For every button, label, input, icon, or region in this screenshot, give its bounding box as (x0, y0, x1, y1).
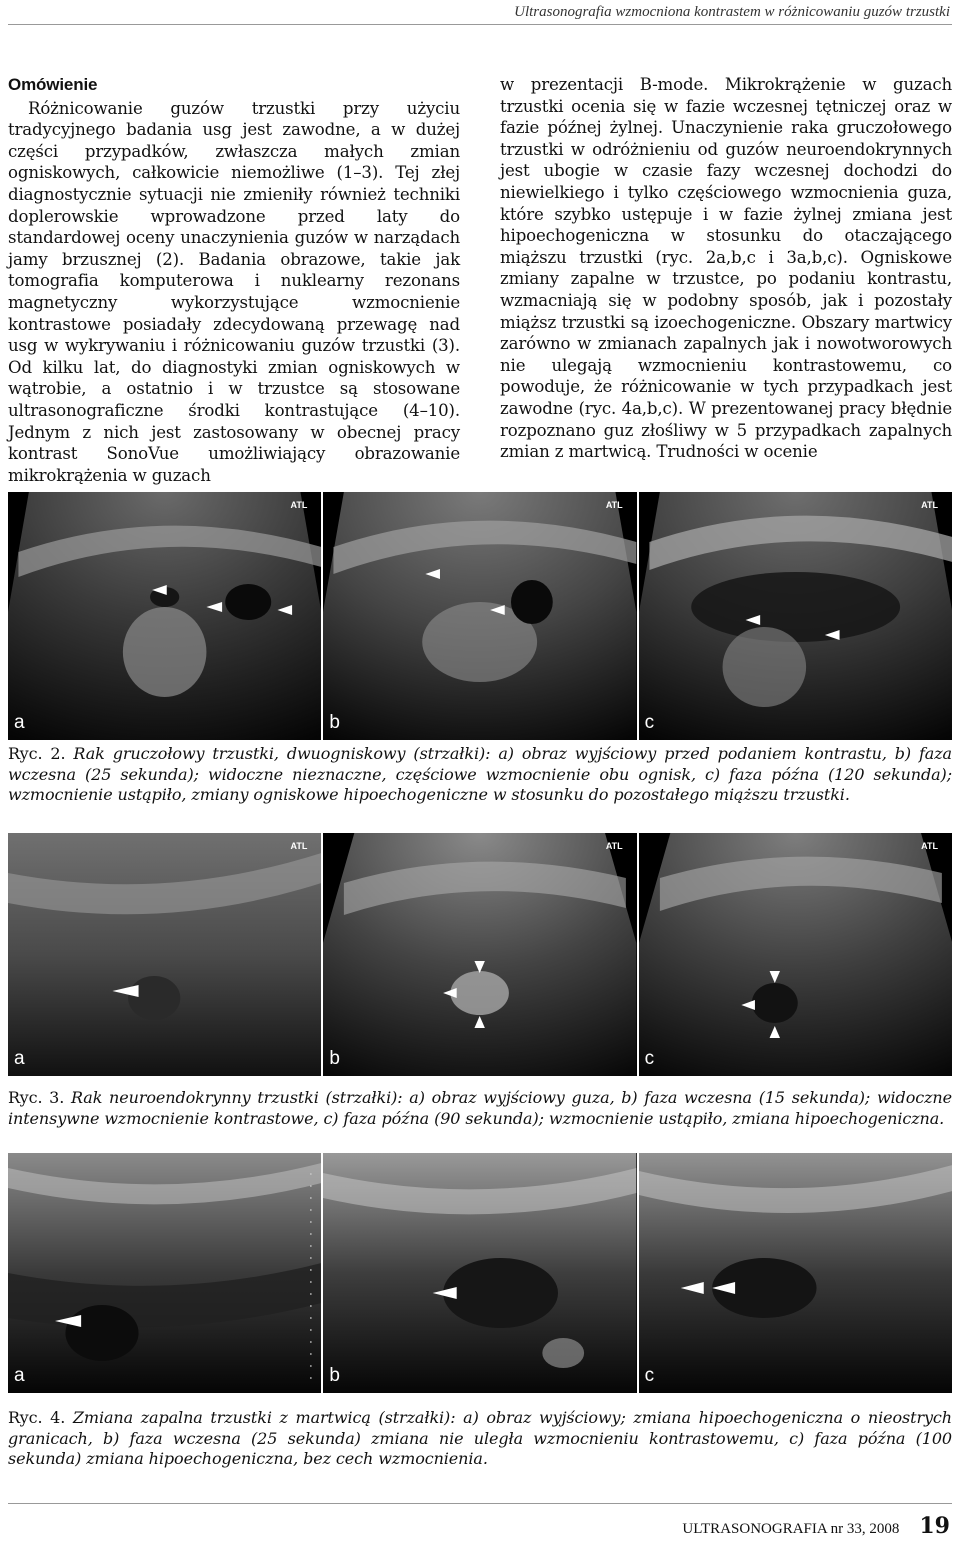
figure-4-images (8, 1153, 952, 1393)
ultrasound-image-2b (323, 492, 636, 740)
caption-text: Rak gruczołowy trzustki, dwuogniskowy (strzałki): a) obraz wyjściowy przed podaniem kontrastu, b) faza wczesna (25 sekunda); widoczne nieznaczne, częściowe wzmocnienie obu ognisk, c) faza późna (120 sekunda); wzmocnienie ustąpiło, zmiany ogniskowe hipoechogeniczne w stosunku do pozostałego miąższu trzustki. (8, 744, 952, 804)
ultrasound-image-2c (639, 492, 952, 740)
panel-letter: b (329, 1048, 340, 1069)
atl-mark: ATL (605, 841, 623, 851)
panel-letter: a (14, 712, 25, 733)
footer-rule (8, 1503, 952, 1504)
panel-letter: b (329, 712, 340, 733)
page-number: 19 (919, 1513, 950, 1539)
atl-mark: ATL (605, 500, 623, 510)
figure-2-caption (8, 744, 952, 806)
ultrasound-image-4a (8, 1153, 321, 1393)
figure-2-images (8, 492, 952, 740)
ultrasound-scan (323, 833, 636, 1076)
panel-letter: b (329, 1365, 340, 1386)
ultrasound-scan (8, 492, 321, 740)
ultrasound-image-3a (8, 833, 321, 1076)
panel-letter: c (644, 1048, 655, 1069)
atl-mark: ATL (921, 841, 938, 851)
ultrasound-image-3b (323, 833, 636, 1076)
caption-text: Zmiana zapalna trzustki z martwicą (strzałki): a) obraz wyjściowy; zmiana hipoechogeniczna o nieostrych granicach, b) faza wczesna (25 sekunda) zmiana nie uległa wzmocnieniu kontrastowemu, c) faza późna (100 sekunda) zmiana hipoechogeniczna, bez cech wzmocnienia. (8, 1408, 952, 1468)
ultrasound-image-2a (8, 492, 321, 740)
figure-3-images (8, 833, 952, 1076)
caption-label: Ryc. 4. (8, 1408, 66, 1427)
ultrasound-image-3c (639, 833, 952, 1076)
footer (682, 1513, 950, 1539)
ultrasound-scan (8, 833, 321, 1076)
right-column-text: w prezentacji B-mode. Mikrokrążenie w guzach trzustki ocenia się w fazie wczesnej tętniczej oraz w fazie późnej żylnej. Unaczynienie raka gruczołowego trzustki w odróżnieniu od guzów neuroendokrynnych jest ubogie w czasie fazy wczesnej dochodzi do niewielkiego i tylko częściowego wzmocnienia guza, które szybko ustępuje i w fazie żylnej zmiana jest hipoechogeniczna w stosunku do otaczającego miąższu trzustki (ryc. 2a,b,c i 3a,b,c). Ogniskowe zmiany zapalne w trzustce, po podaniu kontrastu, wzmacniają się w podobny sposób, jak i pozostały miąższ trzustki są izoechogeniczne. Obszary martwicy zarówno w zmianach zapalnych jak i nowotworowych nie ulegają wzmocnieniu kontrastowemu, co powoduje, że różnicowanie w tych przypadkach jest zawodne (ryc. 4a,b,c). W prezentowanej pracy błędnie rozpoznano guz złośliwy w 5 przypadkach zapalnych zmian z martwicą. Trudności w ocenie (500, 75, 952, 462)
atl-mark: ATL (290, 841, 308, 851)
journal-name: ULTRASONOGRAFIA nr 33, 2008 (682, 1521, 900, 1537)
panel-letter: c (644, 1365, 655, 1386)
right-column (500, 74, 952, 463)
figure-4-caption (8, 1408, 952, 1470)
caption-text: Rak neuroendokrynny trzustki (strzałki): a) obraz wyjściowy guza, b) faza wczesna (15 sekunda); widoczne intensywne wzmocnienie kontrastowe, c) faza późna (90 sekunda); wzmocnienie ustąpiło, zmiana hipoechogeniczna. (8, 1088, 952, 1128)
ultrasound-scan (323, 492, 636, 740)
ultrasound-image-4c (639, 1153, 952, 1393)
section-title: Omówienie (8, 75, 98, 94)
atl-mark: ATL (290, 500, 308, 510)
figure-3-caption (8, 1088, 952, 1129)
caption-label: Ryc. 2. (8, 744, 66, 763)
ultrasound-scan (639, 833, 952, 1076)
ultrasound-scan (639, 1153, 952, 1393)
panel-letter: a (14, 1365, 25, 1386)
ultrasound-scan (8, 1153, 321, 1393)
ultrasound-image-4b (323, 1153, 636, 1393)
panel-letter: c (644, 712, 655, 733)
atl-mark: ATL (921, 500, 938, 510)
left-column-text: Różnicowanie guzów trzustki przy użyciu tradycyjnego badania usg jest zawodne, a w dużej części przypadków, zwłaszcza małych zmian ogniskowych, całkowicie niemożliwe (1–3). Tej złej diagnostycznie sytuacji nie zmieniły również techniki doplerowskie wprowadzone przed laty do standardowej oceny unaczynienia guzów w narządach jamy brzusznej (2). Badania obrazowe, takie jak tomografia komputerowa i nuklearny rezonans magnetyczny wykorzystujące wzmocnienie kontrastowe posiadały zdecydowaną przewagę nad usg w wykrywaniu i różnicowaniu guzów trzustki (3). Od kilku lat, do diagnostyki zmian ogniskowych w wątrobie, a ostatnio i w trzustce są stosowane ultrasonograficzne środki kontrastujące (4–10). Jednym z nich jest zastosowany w obecnej pracy kontrast SonoVue umożliwiający obrazowanie mikrokrążenia w guzach (8, 98, 460, 485)
ultrasound-scan (639, 492, 952, 740)
ultrasound-scan (323, 1153, 636, 1393)
panel-letter: a (14, 1048, 25, 1069)
running-head: Ultrasonografia wzmocniona kontrastem w różnicowaniu guzów trzustki (514, 4, 950, 20)
header-rule (8, 24, 952, 25)
caption-label: Ryc. 3. (8, 1088, 65, 1107)
left-column (8, 74, 460, 486)
